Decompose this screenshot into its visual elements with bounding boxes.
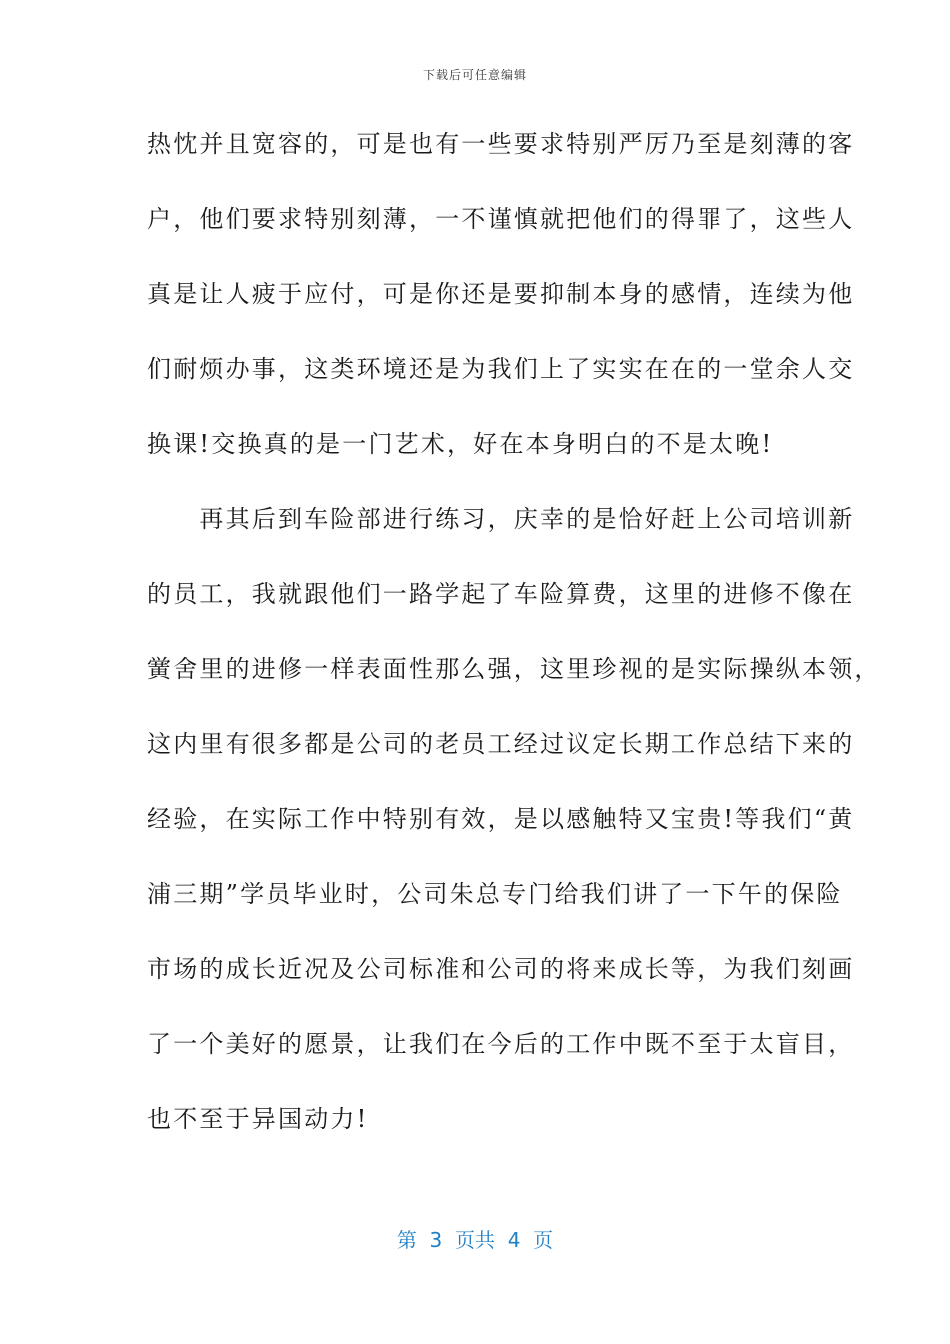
text-line: 经验，在实际工作中特别有效，是以感触特又宝贵!等我们“黄 bbox=[147, 805, 855, 833]
page-header-note: 下载后可任意编辑 bbox=[422, 68, 527, 82]
page-number-footer: 第 3 页共 4 页 bbox=[396, 1228, 554, 1252]
text-line: 换课!交换真的是一门艺术，好在本身明白的不是太晚! bbox=[147, 430, 774, 458]
document-body bbox=[147, 115, 881, 1165]
text-line: 热忱并且宽容的，可是也有一些要求特别严厉乃至是刻薄的客 bbox=[147, 130, 855, 158]
text-line: 户，他们要求特别刻薄，一不谨慎就把他们的得罪了，这些人 bbox=[147, 205, 855, 233]
text-line: 了一个美好的愿景，让我们在今后的工作中既不至于太盲目， bbox=[147, 1030, 855, 1058]
text-line: 真是让人疲于应付，可是你还是要抑制本身的感情，连续为他 bbox=[147, 280, 855, 308]
text-line: 们耐烦办事，这类环境还是为我们上了实实在在的一堂余人交 bbox=[147, 355, 855, 383]
text-line: 市场的成长近况及公司标准和公司的将来成长等，为我们刻画 bbox=[147, 955, 855, 983]
text-line: 这内里有很多都是公司的老员工经过议定长期工作总结下来的 bbox=[147, 730, 855, 758]
text-line: 也不至于异国动力! bbox=[147, 1105, 369, 1133]
text-line: 再其后到车险部进行练习，庆幸的是恰好赶上公司培训新 bbox=[147, 505, 855, 533]
text-line: 浦三期”学员毕业时，公司朱总专门给我们讲了一下午的保险 bbox=[147, 880, 843, 908]
text-line: 的员工，我就跟他们一路学起了车险算费，这里的进修不像在 bbox=[147, 580, 855, 608]
text-line: 黉舍里的进修一样表面性那么强，这里珍视的是实际操纵本领， bbox=[147, 655, 881, 683]
